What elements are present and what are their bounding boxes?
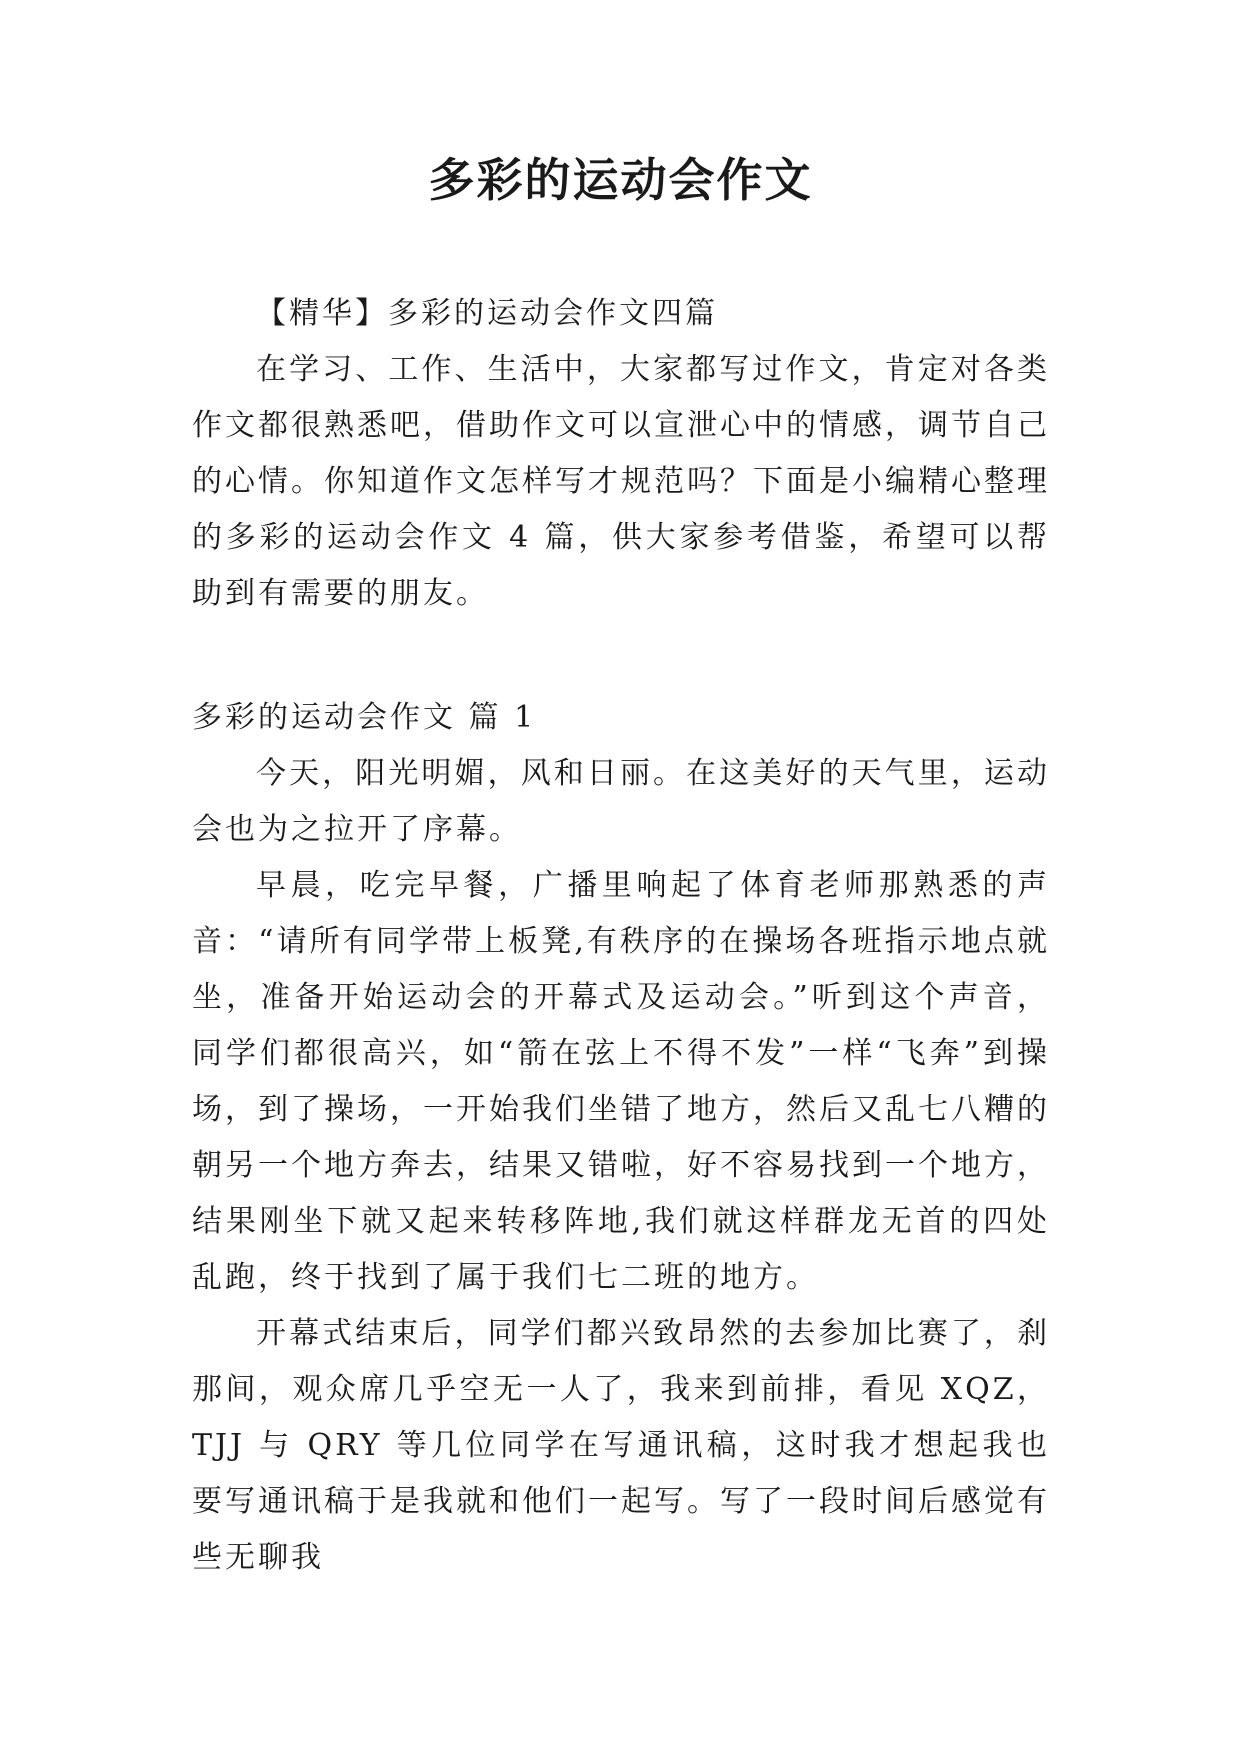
essay-paragraph: 今天，阳光明媚，风和日丽。在这美好的天气里，运动会也为之拉开了序幕。 xyxy=(192,756,1050,847)
intro-section xyxy=(192,286,1050,622)
section-heading: 多彩的运动会作文 篇 1 xyxy=(192,700,537,735)
document-subtitle: 【精华】多彩的运动会作文四篇 xyxy=(256,296,718,331)
essay-paragraph: 开幕式结束后，同学们都兴致昂然的去参加比赛了，刹那间，观众席几乎空无一人了，我来到前排，看见 XQZ，TJJ 与 QRY 等几位同学在写通讯稿，这时我才想起我也要写通讯稿于是我就和他们一起写。写了一段时间后感觉有些无聊我 xyxy=(192,1316,1050,1575)
essay-section xyxy=(192,690,1050,1586)
essay-paragraph: 早晨，吃完早餐，广播里响起了体育老师那熟悉的声音：“请所有同学带上板凳,有秩序的在操场各班指示地点就坐，准备开始运动会的开幕式及运动会。”听到这个声音，同学们都很高兴，如“箭在弦上不得不发”一样“飞奔”到操场，到了操场，一开始我们坐错了地方，然后又乱七八糟的朝另一个地方奔去，结果又错啦，好不容易找到一个地方，结果刚坐下就又起来转移阵地,我们就这样群龙无首的四处乱跑，终于找到了属于我们七二班的地方。 xyxy=(192,868,1050,1295)
intro-paragraph: 在学习、工作、生活中，大家都写过作文，肯定对各类作文都很熟悉吧，借助作文可以宣泄心中的情感，调节自己的心情。你知道作文怎样写才规范吗？下面是小编精心整理的多彩的运动会作文 4 篇，供大家参考借鉴，希望可以帮助到有需要的朋友。 xyxy=(192,352,1050,611)
document-title: 多彩的运动会作文 xyxy=(428,153,813,207)
